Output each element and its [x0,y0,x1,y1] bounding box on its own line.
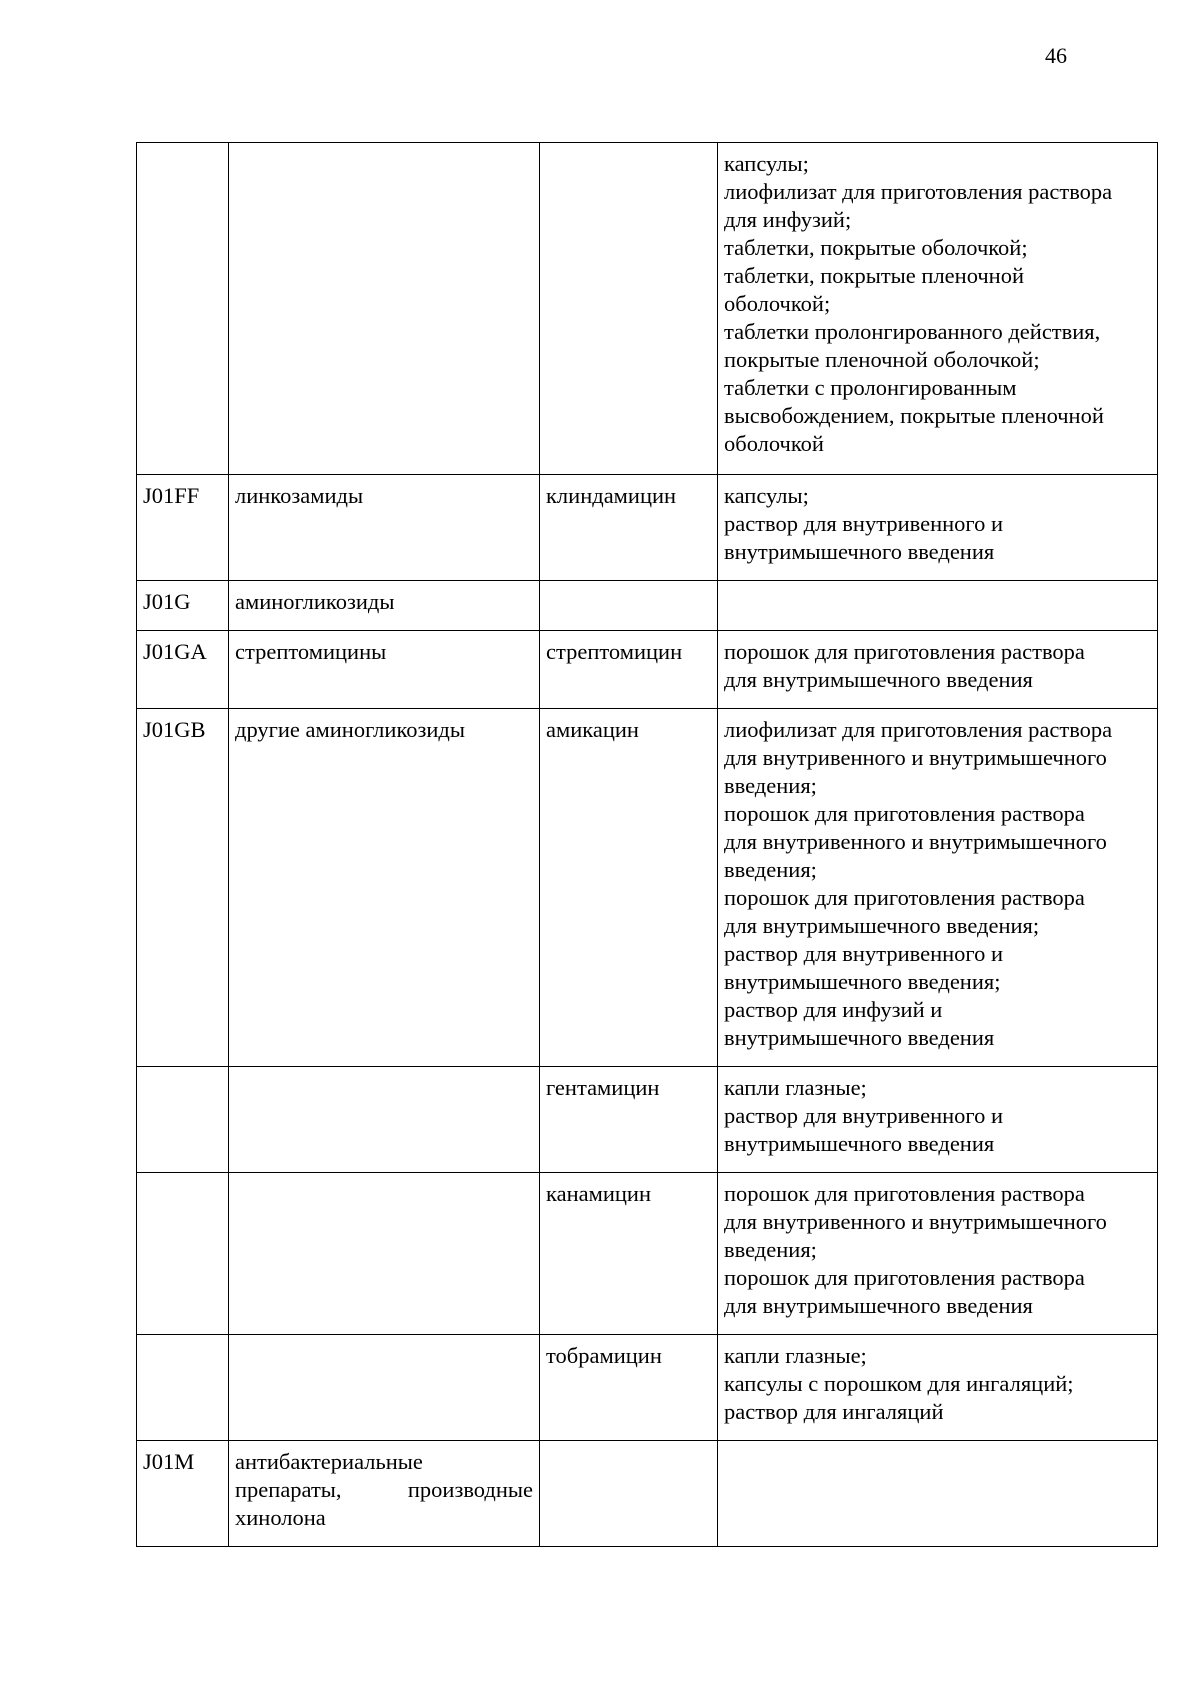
drug-name-cell: амикацин [540,709,718,1067]
dosage-form-line: порошок для приготовления раствора [724,885,1085,910]
drug-list-table [136,142,1158,1547]
dosage-forms-cell [718,1067,1158,1173]
anatomical-group-cell: антибактериальные препараты, производные хинолона [229,1441,540,1547]
dosage-form-line: раствор для ингаляций [724,1399,944,1424]
drug-name-cell: тобрамицин [540,1335,718,1441]
anatomical-group-cell: другие аминогликозиды [229,709,540,1067]
table-row [137,143,1158,475]
dosage-form-line: таблетки, покрытые пленочной [724,263,1025,288]
table-row [137,1441,1158,1547]
drug-name-cell [540,581,718,631]
dosage-forms-cell [718,1335,1158,1441]
dosage-form-line: введения; [724,857,817,882]
table-body [137,143,1158,1547]
dosage-forms-cell [718,631,1158,709]
anatomical-group-cell: стрептомицины [229,631,540,709]
drug-name-cell: стрептомицин [540,631,718,709]
dosage-form-line: покрытые пленочной оболочкой; [724,347,1040,372]
table-row [137,1335,1158,1441]
dosage-form-line: таблетки, покрытые оболочкой; [724,235,1028,260]
dosage-form-line: раствор для внутривенного и [724,1103,1004,1128]
dosage-form-line: капли глазные; [724,1343,867,1368]
atc-code-cell: J01GB [137,709,229,1067]
dosage-form-line: оболочкой [724,431,824,456]
dosage-form-line: оболочкой; [724,291,831,316]
dosage-form-line: для внутримышечного введения; [724,913,1040,938]
dosage-form-line: для инфузий; [724,207,852,232]
atc-code-cell: J01FF [137,475,229,581]
dosage-form-line: для внутривенного и внутримышечного [724,829,1107,854]
dosage-form-line: внутримышечного введения; [724,969,1001,994]
drug-name-cell [540,1441,718,1547]
atc-code-cell [137,1173,229,1335]
anatomical-group-cell [229,1335,540,1441]
drug-name-cell: гентамицин [540,1067,718,1173]
dosage-form-line: лиофилизат для приготовления раствора [724,179,1113,204]
dosage-form-line: внутримышечного введения [724,1131,995,1156]
dosage-forms-cell [718,709,1158,1067]
dosage-form-line: порошок для приготовления раствора [724,801,1085,826]
dosage-form-line: введения; [724,773,817,798]
anatomical-group-cell [229,143,540,475]
dosage-forms-cell [718,143,1158,475]
table-row [137,1067,1158,1173]
drug-name-cell: клиндамицин [540,475,718,581]
atc-code-cell [137,143,229,475]
anatomical-group-cell: линкозамиды [229,475,540,581]
table-row [137,631,1158,709]
page-number: 46 [1045,43,1067,68]
table-row [137,709,1158,1067]
anatomical-group-cell [229,1173,540,1335]
dosage-form-line: таблетки пролонгированного действия, [724,319,1101,344]
table-row [137,475,1158,581]
dosage-form-line: внутримышечного введения [724,539,995,564]
dosage-form-line: таблетки с пролонгированным [724,375,1017,400]
dosage-form-line: введения; [724,1237,817,1262]
dosage-form-line: порошок для приготовления раствора [724,639,1085,664]
dosage-forms-cell [718,475,1158,581]
dosage-form-line: порошок для приготовления раствора [724,1265,1085,1290]
anatomical-group-cell [229,1067,540,1173]
dosage-form-line: для внутривенного и внутримышечного [724,745,1107,770]
dosage-form-line: лиофилизат для приготовления раствора [724,717,1113,742]
atc-code-cell: J01M [137,1441,229,1547]
anatomical-group-cell: аминогликозиды [229,581,540,631]
table-row [137,1173,1158,1335]
dosage-form-line: капли глазные; [724,1075,867,1100]
dosage-form-line: для внутривенного и внутримышечного [724,1209,1107,1234]
dosage-form-line: раствор для внутривенного и [724,941,1004,966]
dosage-form-line: раствор для внутривенного и [724,511,1004,536]
dosage-form-line: раствор для инфузий и [724,997,943,1022]
dosage-form-line: внутримышечного введения [724,1025,995,1050]
dosage-form-line: высвобождением, покрытые пленочной [724,403,1104,428]
dosage-forms-cell [718,1441,1158,1547]
dosage-form-line: капсулы; [724,483,809,508]
dosage-forms-cell [718,581,1158,631]
dosage-form-line: капсулы с порошком для ингаляций; [724,1371,1074,1396]
atc-code-cell [137,1335,229,1441]
dosage-form-line: для внутримышечного введения [724,667,1033,692]
dosage-form-line: порошок для приготовления раствора [724,1181,1085,1206]
atc-code-cell [137,1067,229,1173]
atc-code-cell: J01GA [137,631,229,709]
atc-code-cell: J01G [137,581,229,631]
drug-name-cell [540,143,718,475]
table-row [137,581,1158,631]
dosage-forms-cell [718,1173,1158,1335]
dosage-form-line: капсулы; [724,151,809,176]
dosage-form-line: для внутримышечного введения [724,1293,1033,1318]
drug-name-cell: канамицин [540,1173,718,1335]
